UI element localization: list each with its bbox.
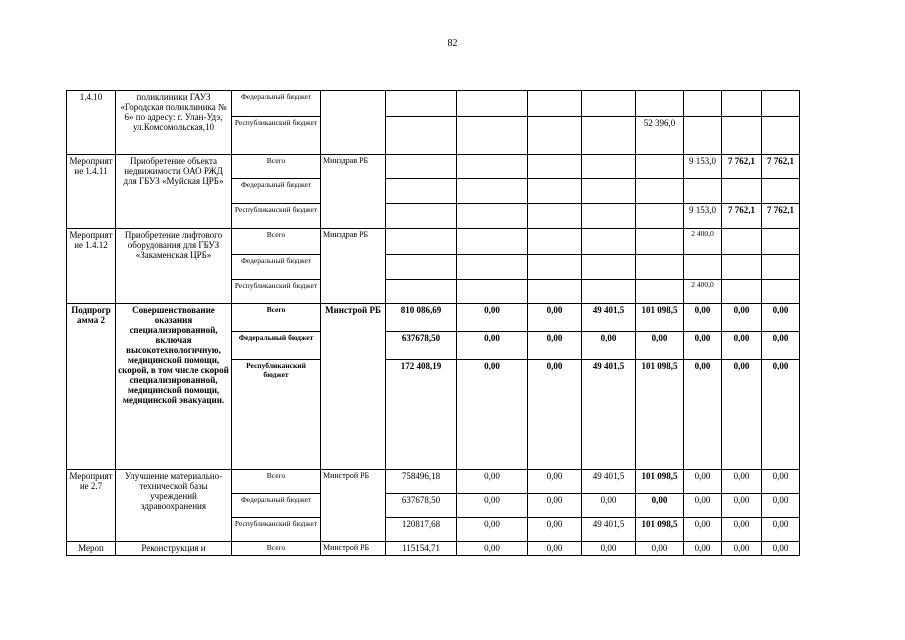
value-cell: 2 400,0 <box>684 229 722 255</box>
value-cell: 0,00 <box>684 332 722 360</box>
value-cell: 0,00 <box>684 494 722 518</box>
value-cell: 0,00 <box>457 332 528 360</box>
value-cell: 101 098,5 <box>636 360 684 470</box>
row-code: Мероприятие 2.7 <box>67 470 116 542</box>
value-cell: 0,00 <box>636 494 684 518</box>
value-cell: 0,00 <box>528 542 582 556</box>
source-cell: Всего <box>232 542 321 556</box>
source-cell: Республиканский бюджет <box>232 204 321 229</box>
source-cell: Федеральный бюджет <box>232 255 321 280</box>
row-code: 1.4.10 <box>67 91 116 155</box>
source-cell: Федеральный бюджет <box>232 332 321 360</box>
value-cell: 0,00 <box>457 542 528 556</box>
value-cell: 7 762,1 <box>722 155 762 179</box>
page-number: 82 <box>447 38 458 49</box>
value-cell: 0,00 <box>528 470 582 494</box>
row-code: Мероп <box>67 542 116 556</box>
row-name: поликлиники ГАУЗ «Городская поликлиника № 6» по адресу: г. Улан-Удэ, ул.Комсомольская,10 <box>116 91 232 155</box>
value-cell: 0,00 <box>684 360 722 470</box>
value-cell: 0,00 <box>762 470 800 494</box>
source-cell: Республиканский бюджет <box>232 518 321 542</box>
source-cell: Всего <box>232 155 321 179</box>
value-cell: 0,00 <box>722 470 762 494</box>
value-cell: 49 401,5 <box>582 470 636 494</box>
table-row <box>67 155 800 179</box>
row-name: Приобретение лифтового оборудования для ГБУЗ «Закаменская ЦРБ» <box>116 229 232 304</box>
value-cell: 0,00 <box>722 542 762 556</box>
source-cell: Федеральный бюджет <box>232 179 321 204</box>
value-cell: 0,00 <box>762 494 800 518</box>
value-cell: 49 401,5 <box>582 304 636 332</box>
row-name: Реконструкция и <box>116 542 232 556</box>
value-cell: 810 086,69 <box>386 304 457 332</box>
value-cell: 0,00 <box>684 542 722 556</box>
value-cell: 0,00 <box>762 332 800 360</box>
value-cell: 0,00 <box>528 304 582 332</box>
value-cell: 0,00 <box>457 518 528 542</box>
value-cell: 0,00 <box>762 518 800 542</box>
value-cell: 101 098,5 <box>636 304 684 332</box>
value-cell: 637678,50 <box>386 332 457 360</box>
budget-table <box>66 90 800 556</box>
value-cell: 9 153,0 <box>684 204 722 229</box>
table-row <box>67 304 800 332</box>
value-cell: 101 098,5 <box>636 470 684 494</box>
value-cell: 7 762,1 <box>762 204 800 229</box>
value-cell: 0,00 <box>636 542 684 556</box>
executor-cell: Минстрой РБ <box>321 470 386 542</box>
executor-cell: Минстрой РБ <box>321 542 386 556</box>
source-cell: Республиканский бюджет <box>232 117 321 155</box>
source-cell: Всего <box>232 304 321 332</box>
executor-cell: Минздрав РБ <box>321 229 386 304</box>
value-cell: 52 396,0 <box>636 117 684 155</box>
value-cell: 101 098,5 <box>636 518 684 542</box>
value-cell: 120817,68 <box>386 518 457 542</box>
value-cell: 7 762,1 <box>722 204 762 229</box>
table-row <box>67 470 800 494</box>
value-cell: 758496,18 <box>386 470 457 494</box>
source-cell: Федеральный бюджет <box>232 494 321 518</box>
value-cell: 0,00 <box>684 470 722 494</box>
value-cell: 9 153,0 <box>684 155 722 179</box>
value-cell: 0,00 <box>528 332 582 360</box>
source-cell: Всего <box>232 470 321 494</box>
source-cell: Всего <box>232 229 321 255</box>
source-cell: Федеральный бюджет <box>232 91 321 117</box>
value-cell: 115154,71 <box>386 542 457 556</box>
table-row <box>67 542 800 556</box>
row-code: Мероприятие 1.4.11 <box>67 155 116 229</box>
row-name: Улучшение материально-технической базы учреждений здравоохранения <box>116 470 232 542</box>
value-cell: 0,00 <box>762 542 800 556</box>
value-cell: 0,00 <box>457 470 528 494</box>
row-code: Подпрограмма 2 <box>67 304 116 470</box>
row-name: Совершенствование оказания специализированной, включая высокотехнологичную, медицинской помощи, скорой, в том числе скорой специализированной, медицинской помощи, медицинской эвакуации. <box>116 304 232 470</box>
executor-cell: Минздрав РБ <box>321 155 386 229</box>
value-cell: 0,00 <box>528 518 582 542</box>
value-cell: 0,00 <box>722 518 762 542</box>
source-cell: Республиканский бюджет <box>232 280 321 304</box>
value-cell: 0,00 <box>457 304 528 332</box>
value-cell: 0,00 <box>762 304 800 332</box>
value-cell: 0,00 <box>722 360 762 470</box>
value-cell: 49 401,5 <box>582 360 636 470</box>
value-cell: 0,00 <box>457 494 528 518</box>
value-cell: 0,00 <box>457 360 528 470</box>
value-cell: 2 400,0 <box>684 280 722 304</box>
table-row <box>67 229 800 255</box>
value-cell: 0,00 <box>582 332 636 360</box>
value-cell: 0,00 <box>528 494 582 518</box>
value-cell: 0,00 <box>722 332 762 360</box>
value-cell: 0,00 <box>582 494 636 518</box>
value-cell: 0,00 <box>528 360 582 470</box>
value-cell: 0,00 <box>722 494 762 518</box>
value-cell: 0,00 <box>684 304 722 332</box>
value-cell: 0,00 <box>684 518 722 542</box>
value-cell: 49 401,5 <box>582 518 636 542</box>
executor-cell: Минстрой РБ <box>321 304 386 470</box>
value-cell: 0,00 <box>582 542 636 556</box>
row-name: Приобретение объекта недвижимости ОАО РЖД для ГБУЗ «Муйская ЦРБ» <box>116 155 232 229</box>
value-cell: 0,00 <box>636 332 684 360</box>
table-row <box>67 91 800 117</box>
value-cell: 7 762,1 <box>762 155 800 179</box>
value-cell: 172 408,19 <box>386 360 457 470</box>
value-cell: 0,00 <box>722 304 762 332</box>
value-cell: 0,00 <box>762 360 800 470</box>
source-cell: Республиканский бюджет <box>232 360 321 470</box>
executor-cell <box>321 91 386 155</box>
row-code: Мероприятие 1.4.12 <box>67 229 116 304</box>
value-cell: 637678,50 <box>386 494 457 518</box>
